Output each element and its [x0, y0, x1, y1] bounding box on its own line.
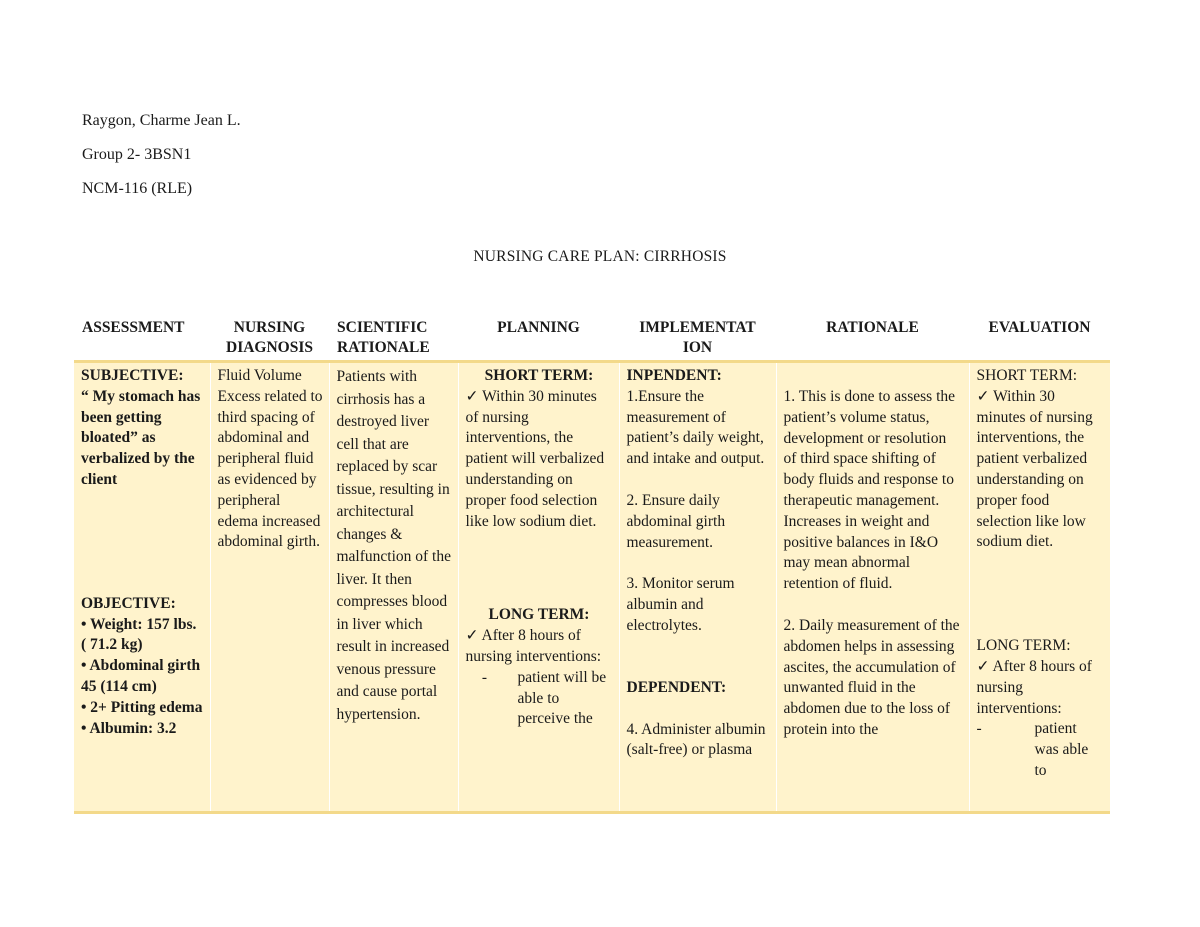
col-header-rationale: RATIONALE: [776, 318, 969, 362]
rationale-1: 1. This is done to assess the patient’s volume status, development or resolution of third space shifting of body fluids and response to therapeutic management. Increases in weight and positive balances in I&O may mean abnormal retention of fluid.: [783, 388, 955, 593]
student-name: Raygon, Charme Jean L.: [82, 112, 241, 129]
page-title: NURSING CARE PLAN: CIRRHOSIS: [473, 248, 727, 265]
objective-item: • Albumin: 3.2: [81, 719, 177, 737]
dependent-label: DEPENDENT:: [626, 678, 727, 696]
implementation-item-4: 4. Administer albumin (salt-free) or plasma: [626, 720, 766, 759]
evaluation-long-item-text: patient was able to: [1034, 720, 1089, 779]
subjective-text: “ My stomach has been getting bloated” as verbalized by the client: [81, 387, 201, 488]
table-row: [74, 362, 1110, 813]
planning-short-label: SHORT TERM:: [484, 367, 594, 384]
scientific-rationale-text: Patients with cirrhosis has a destroyed liver cell that are replaced by scar tissue, resulting in architectural changes & malfunction of the liver. It then compresses blood in liver which result in increased venous pressure and cause portal hypertension.: [336, 368, 451, 723]
objective-item: • 2+ Pitting edema: [81, 698, 203, 716]
group-label: Group 2- 3BSN1: [82, 146, 192, 163]
planning-long-text: ✓ After 8 hours of nursing interventions:: [465, 627, 602, 665]
cell-implementation: [619, 362, 776, 813]
planning-long-item-text: patient will be able to perceive the: [517, 668, 607, 728]
diagnosis-text: Fluid Volume Excess related to third spacing of abdominal and peripheral fluid as evidenced by peripheral edema increased abdominal girth.: [217, 367, 323, 551]
col-header-scientific-rationale: SCIENTIFIC RATIONALE: [329, 318, 458, 362]
col-header-planning: PLANNING: [458, 318, 619, 362]
implementation-item-3: 3. Monitor serum albumin and electrolytes.: [626, 575, 735, 634]
cell-evaluation: [969, 362, 1110, 813]
table-header-row: [74, 318, 1110, 362]
evaluation-long-item: [977, 719, 1105, 781]
cell-scientific-rationale: [329, 362, 458, 813]
course-label: NCM-116 (RLE): [82, 180, 193, 197]
cell-assessment: [74, 362, 210, 813]
col-header-assessment: ASSESSMENT: [74, 318, 210, 362]
cell-nursing-diagnosis: [210, 362, 329, 813]
evaluation-long-text: ✓ After 8 hours of nursing interventions:: [976, 657, 1092, 717]
col-header-nursing-diagnosis: NURSING DIAGNOSIS: [210, 318, 329, 362]
col-header-implementation: IMPLEMENTAT ION: [619, 318, 776, 362]
evaluation-short-text: ✓ Within 30 minutes of nursing interventions, the patient verbalized understanding on proper food selection like low sodium diet.: [976, 387, 1093, 551]
rationale-2: 2. Daily measurement of the abdomen helps in assessing ascites, the accumulation of unwanted fluid in the abdomen due to the loss of protein into the: [783, 616, 960, 738]
objective-label: OBJECTIVE:: [81, 594, 176, 612]
cell-rationale: [776, 362, 969, 813]
implementation-item-2: 2. Ensure daily abdominal girth measurement.: [626, 491, 726, 551]
col-header-evaluation: EVALUATION: [969, 318, 1110, 362]
planning-long-label: LONG TERM:: [488, 606, 590, 624]
planning-short-text: ✓ Within 30 minutes of nursing interventions, the patient will verbalized understanding on proper food selection like low sodium diet.: [465, 387, 605, 530]
objective-item: • Weight: 157 lbs. ( 71.2 kg): [81, 615, 197, 654]
dash-marker: -: [976, 720, 982, 738]
evaluation-long-label: LONG TERM:: [976, 637, 1071, 655]
cell-planning: [458, 362, 619, 813]
dash-marker: -: [481, 668, 488, 686]
planning-long-item: [466, 668, 613, 730]
subjective-label: SUBJECTIVE:: [81, 367, 184, 384]
implementation-item-1: 1.Ensure the measurement of patient’s daily weight, and intake and output.: [626, 387, 765, 468]
care-plan-table: [74, 318, 1110, 814]
independent-label: INPENDENT:: [626, 367, 722, 384]
evaluation-short-label: SHORT TERM:: [976, 367, 1078, 384]
objective-item: • Abdominal girth 45 (114 cm): [81, 657, 201, 695]
document-header: [82, 110, 241, 212]
